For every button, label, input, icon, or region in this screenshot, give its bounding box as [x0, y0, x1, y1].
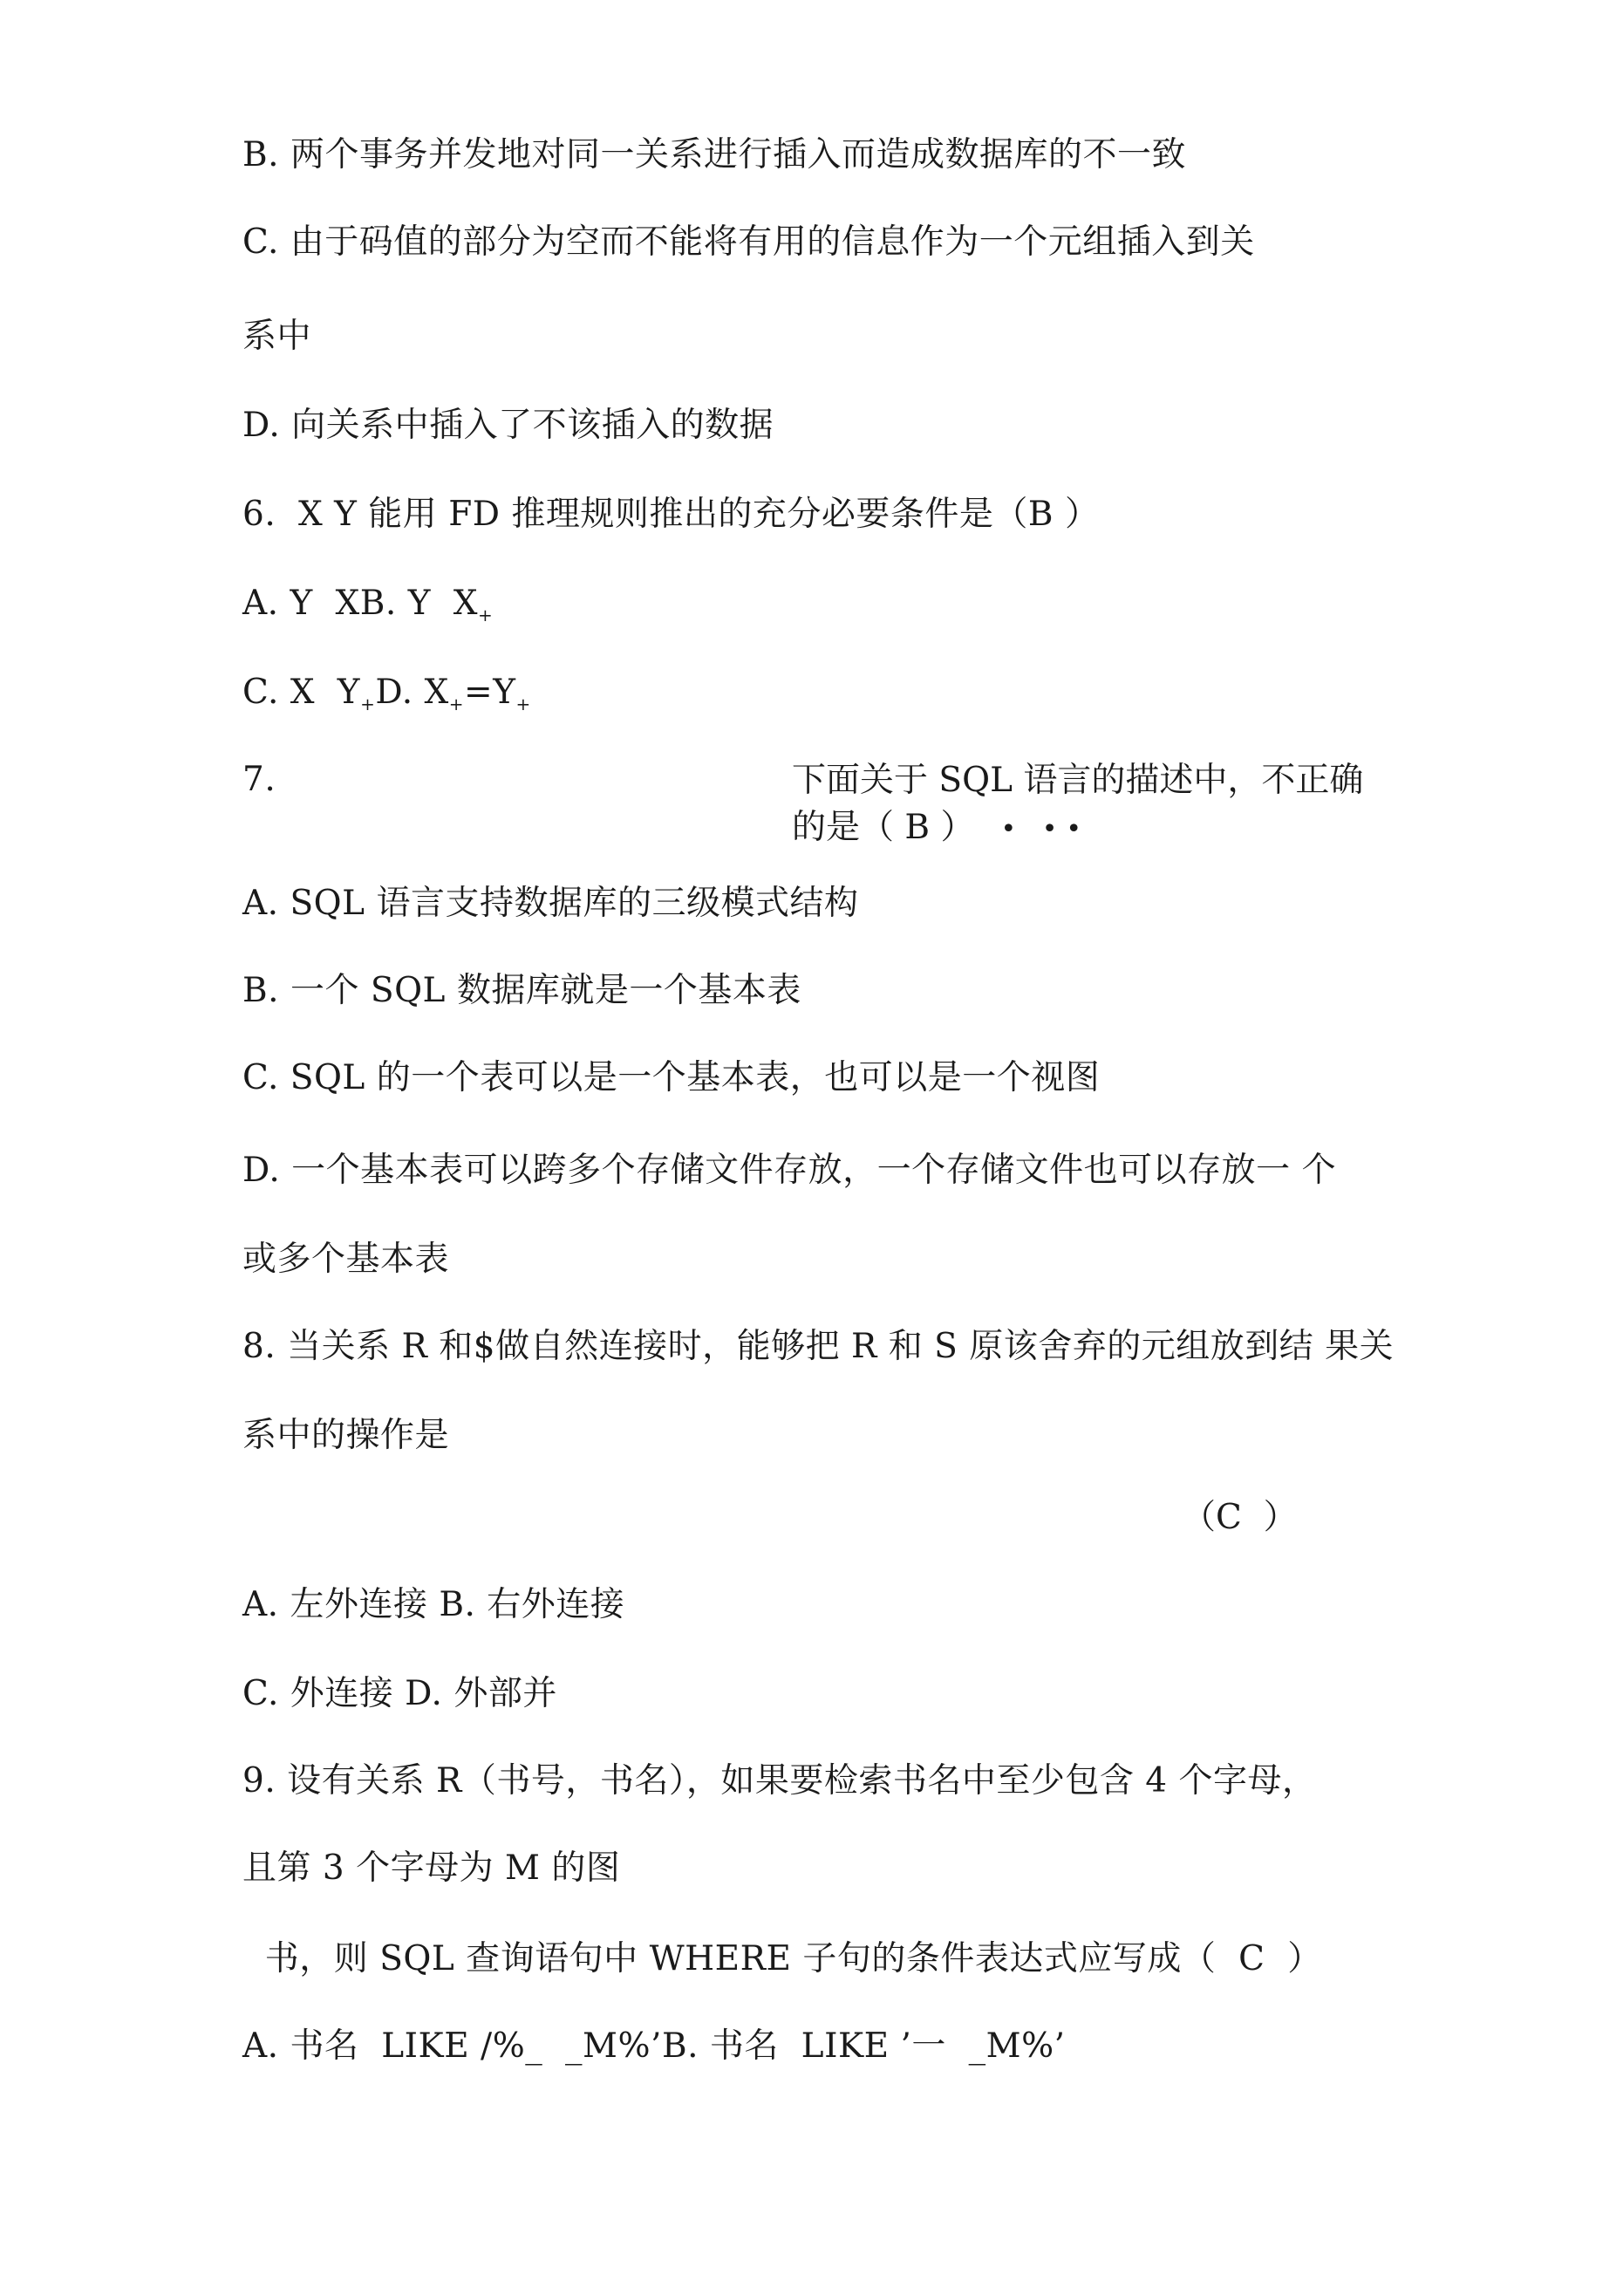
question-8-options-ab: A. 左外连接 B. 右外连接	[242, 1585, 625, 1624]
option-d-line: D. 向关系中插入了不该插入的数据	[242, 406, 774, 445]
subscript-mark: +	[515, 694, 531, 714]
question-7-text	[792, 757, 1394, 853]
option-b-line: B. 两个事务并发地对同一关系进行插入而造成数据库的不一致	[242, 135, 1186, 174]
question-9-options-ab: A. 书名 LIKE /%_ _M%’B. 书名 LIKE ’一 _M%’	[242, 2026, 1066, 2066]
option-c-text: C. X Y	[242, 673, 361, 712]
option-c-line: C. 由于码值的部分为空而不能将有用的信息作为一个元组插入到关	[242, 222, 1255, 262]
question-8: 8. 当关系 R 和$做自然连接时，能够把 R 和 S 原该舍弃的元组放到结 果关	[242, 1327, 1395, 1366]
question-7-number: 7.	[242, 760, 276, 799]
question-9: 9. 设有关系 R（书号，书名），如果要检索书名中至少包含 4 个字母，	[242, 1761, 1317, 1801]
option-d-text: D. X	[375, 673, 449, 712]
question-6-options-ab	[242, 583, 493, 636]
question-7-option-a: A. SQL 语言支持数据库的三级模式结构	[242, 884, 859, 923]
question-7-option-b: B. 一个 SQL 数据库就是一个基本表	[242, 971, 801, 1010]
question-9-continued-2: 书，则 SQL 查询语句中 WHERE 子句的条件表达式应写成（ C ）	[242, 1939, 1322, 1978]
question-6-options-cd	[242, 672, 531, 725]
question-8-options-cd: C. 外连接 D. 外部并	[242, 1674, 557, 1713]
options-ab-text: A. Y XB. Y X	[242, 584, 479, 623]
option-c-line-continued: 系中	[242, 317, 312, 356]
option-d-text-end: =Y	[464, 673, 516, 712]
question-8-continued: 系中的操作是	[242, 1416, 450, 1455]
question-9-continued: 且第 3 个字母为 M 的图	[242, 1848, 621, 1888]
question-7-option-c: C. SQL 的一个表可以是一个基本表，也可以是一个视图	[242, 1058, 1101, 1097]
question-7-option-d-continued: 或多个基本表	[242, 1240, 450, 1279]
subscript-mark: +	[448, 694, 465, 714]
question-7-stem: 下面关于 SQL 语言的描述中，不正确的是（ B ）	[792, 761, 1364, 847]
question-6: 6. X Y 能用 FD 推理规则推出的充分必要条件是（B ）	[242, 495, 1100, 534]
emphasis-dots: • ••	[1000, 814, 1091, 844]
question-8-answer: （C ）	[1182, 1498, 1298, 1537]
subscript-mark: +	[478, 605, 494, 625]
question-7-option-d: D. 一个基本表可以跨多个存储文件存放，一个存储文件也可以存放一 个	[242, 1151, 1337, 1190]
subscript-mark: +	[360, 694, 376, 714]
